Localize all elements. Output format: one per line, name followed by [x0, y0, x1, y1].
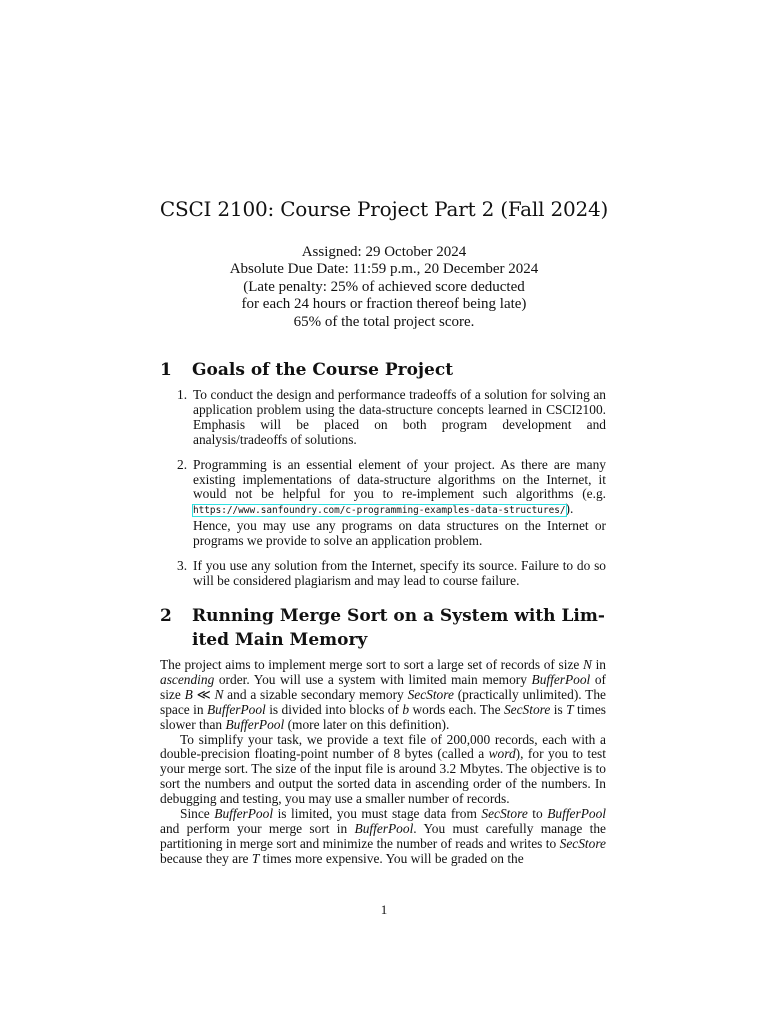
section-1-heading — [160, 358, 606, 382]
document-meta — [0, 244, 768, 331]
item-number: 3. — [177, 558, 188, 574]
section-title-line-1: Running Merge Sort on a System with Lim- — [192, 606, 605, 626]
paragraph-intro: The project aims to implement merge sort to sort a large set of records of size N in ascending order. You will use a system with limited main memory BufferPool of size B ≪ N and a sizable secondary memory SecStore (practically unlimited). The space in BufferPool is divided into blocks of b words each. The SecStore is T times slower than BufferPool (more later on this definition). — [160, 657, 607, 732]
list-item — [160, 559, 606, 589]
list-item — [160, 388, 606, 448]
item-text: If you use any solution from the Internet, specify its source. Failure to do so will be considered plagiarism and may lead to course failure. — [193, 558, 606, 588]
item-text-after: ). Hence, you may use any programs on data structures on the Internet or programs we provide to solve an application problem. — [193, 501, 606, 549]
page-number: 1 — [380, 902, 388, 917]
section-title-line-2: ited Main Memory — [192, 630, 368, 650]
goals-list — [160, 388, 606, 589]
document-title: CSCI 2100: Course Project Part 2 (Fall 2024) — [159, 197, 609, 221]
sanfoundry-link[interactable]: https://www.sanfoundry.com/c-programming-examples-data-structures/ — [193, 505, 566, 517]
section-title: Goals of the Course Project — [192, 360, 454, 380]
item-number: 1. — [177, 387, 188, 402]
late-penalty-line-1: (Late penalty: 25% of achieved score deducted — [243, 278, 525, 295]
item-number: 2. — [177, 456, 188, 472]
list-item — [160, 458, 606, 549]
item-text-before: Programming is an essential element of your project. As there are many existing implementations of data-structure algorithms on the Internet, it would not be helpful for you to re-implement such algorithms (e.g. — [193, 456, 606, 502]
section-2-body — [160, 658, 606, 867]
score-weight: 65% of the total project score. — [293, 313, 475, 330]
paragraph-buffer-pool: Since BufferPool is limited, you must stage data from SecStore to BufferPool and perform your merge sort in BufferPool. You must carefully manage the partitioning in merge sort and minimize the number of reads and writes to SecStore because they are T times more expensive. You will be graded on the — [160, 806, 606, 866]
section-2-heading — [160, 604, 606, 652]
assigned-date: Assigned: 29 October 2024 — [301, 244, 467, 260]
due-date: Absolute Due Date: 11:59 p.m., 20 December 2024 — [229, 261, 539, 278]
paragraph-input-file: To simplify your task, we provide a text file of 200,000 records, each with a double-precision floating-point number of 8 bytes (called a word), for you to test your merge sort. The size of the input file is around 3.2 Mbytes. The objective is to sort the numbers and output the sorted data in ascending order of the numbers. In debugging and testing, you may use a smaller number of records. — [160, 731, 606, 807]
item-text: To conduct the design and performance tradeoffs of a solution for solving an application problem using the data-structure concepts learned in CSCI2100. Emphasis will be placed on both program development and analysis/tradeoffs of solutions. — [193, 387, 606, 447]
late-penalty-line-2: for each 24 hours or fraction thereof being late) — [241, 296, 527, 313]
section-number: 1 — [160, 360, 172, 380]
section-number: 2 — [160, 606, 172, 626]
